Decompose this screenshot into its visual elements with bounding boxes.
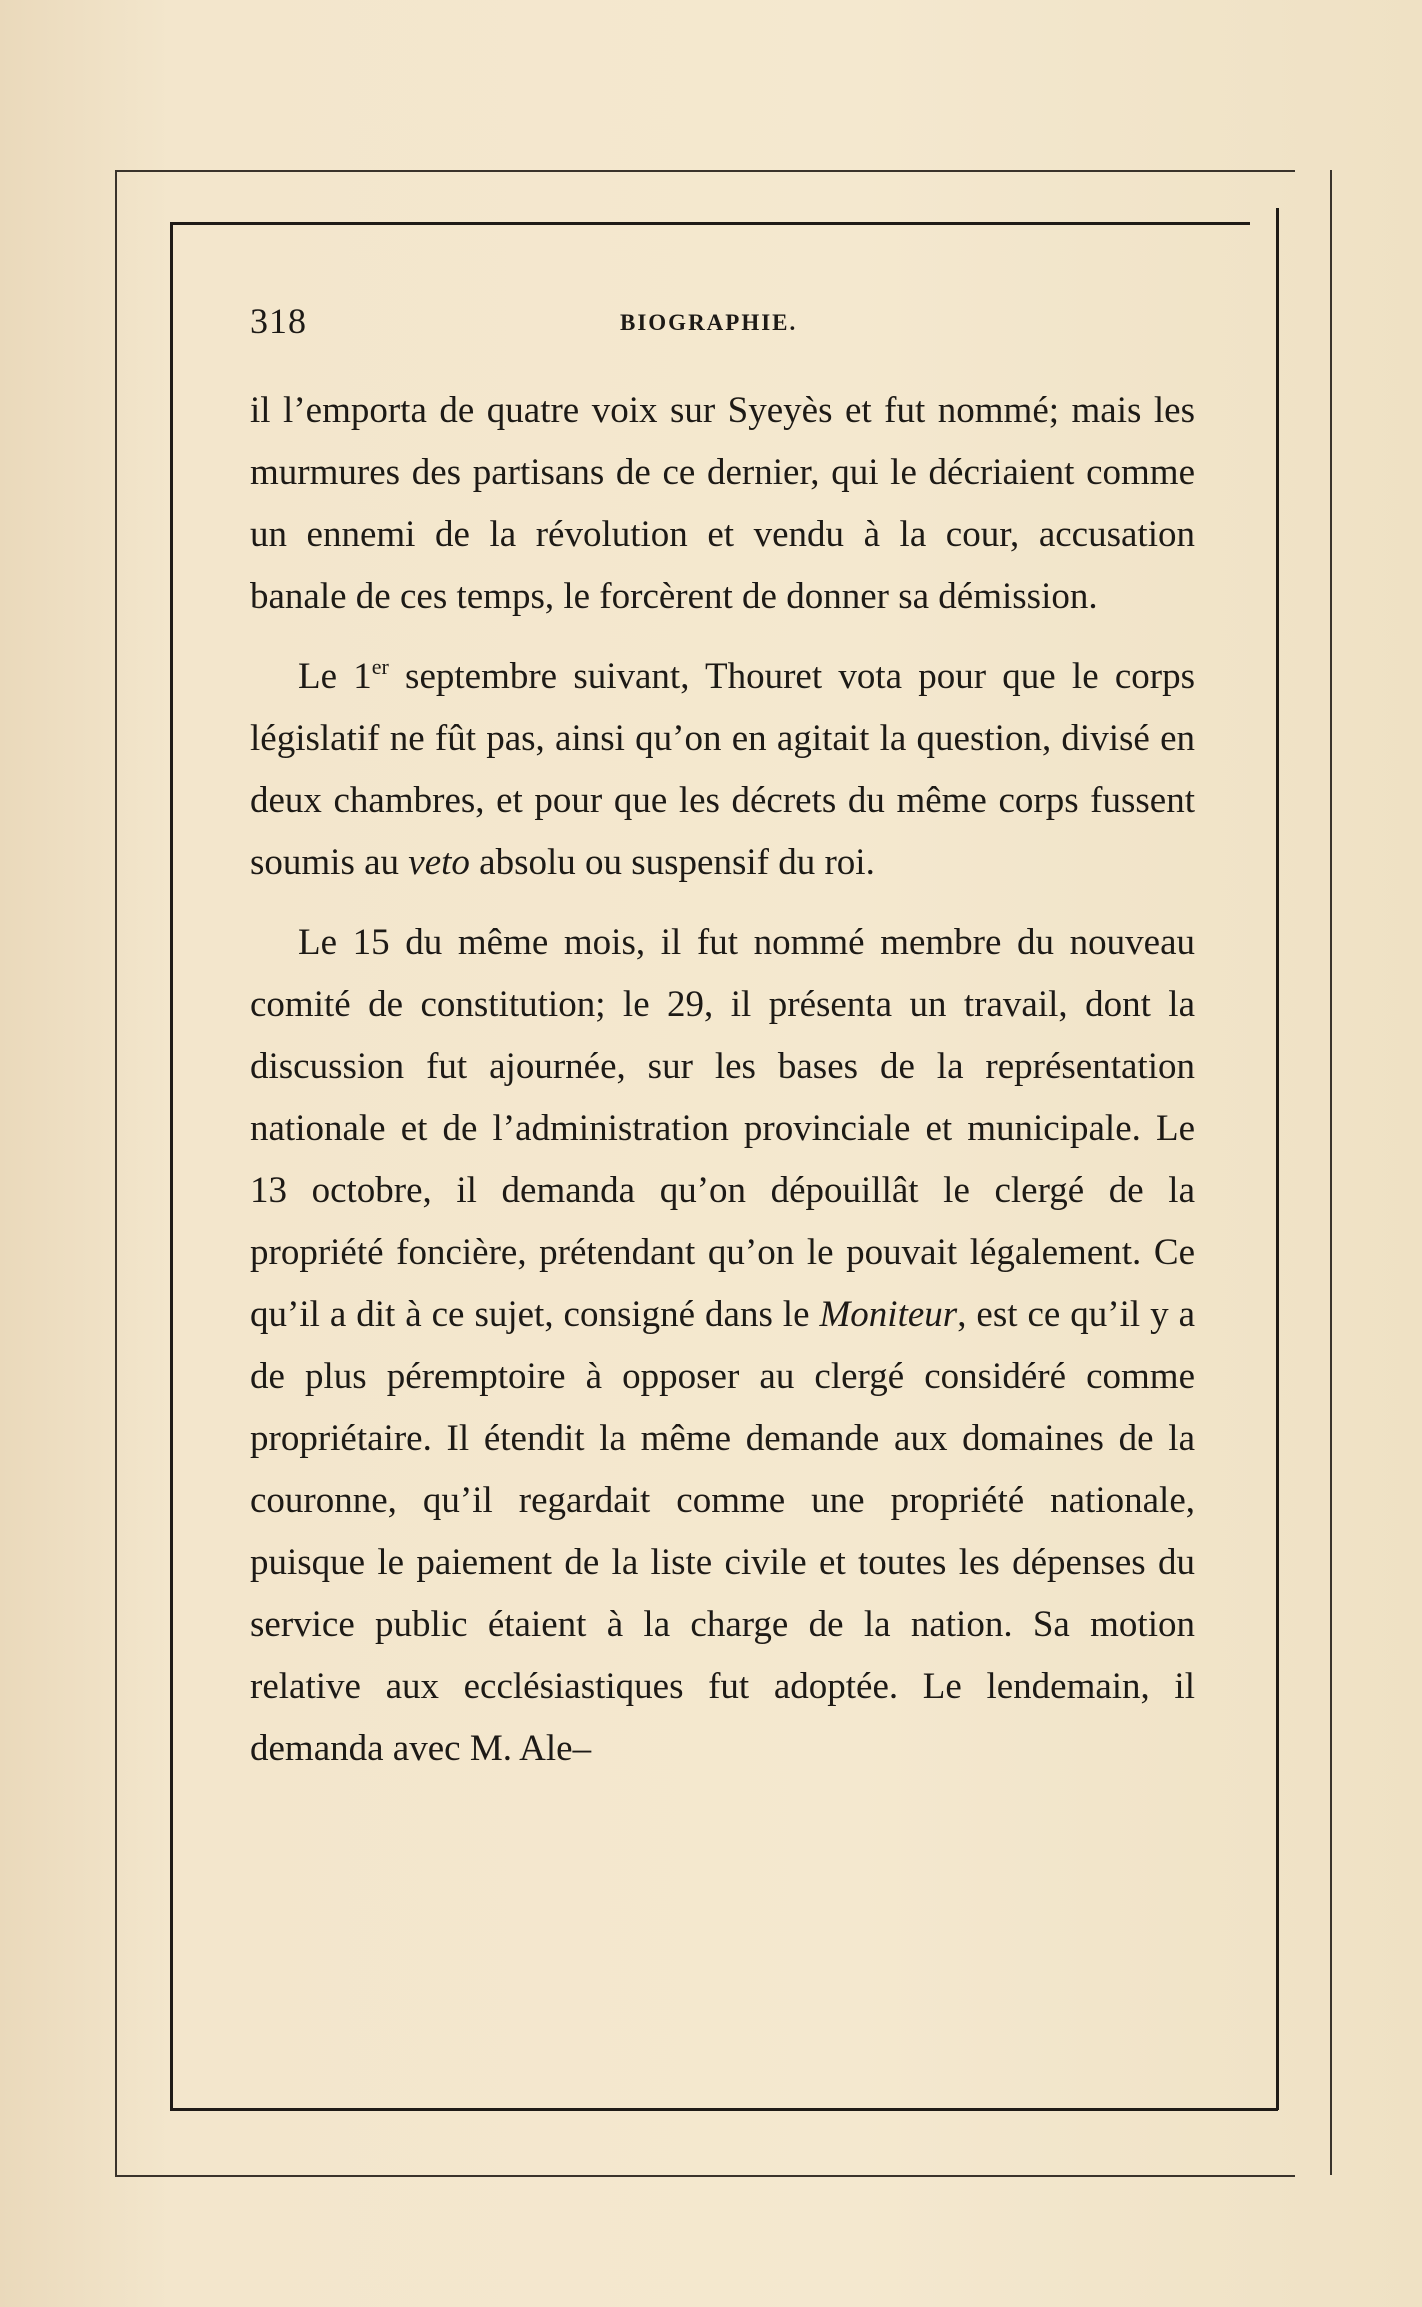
page-header (250, 300, 1210, 356)
paragraph-3 (250, 912, 1195, 1780)
paragraph-3-text-end: , est ce qu’il y a de plus péremptoire à opposer au clergé considéré comme propriétaire. Il étendit la même demande aux domaines de la couronne, qu’il regardait comme une propriété nationale, puisque le paiement de la liste civile et toutes les dépenses du service public étaient à la charge de la nation. Sa motion relative aux ecclésiastiques fut adoptée. Le lendemain, il demanda avec M. Ale– (250, 1294, 1196, 1769)
inner-frame-top-rule (170, 222, 1250, 225)
inner-frame-left-rule (170, 222, 173, 2110)
inner-frame-right-rule (1276, 208, 1279, 2110)
running-head: BIOGRAPHIE. (620, 310, 798, 335)
paragraph-2-text-middle: septembre suivant, Thouret vota pour que le corps législatif ne fût pas, ainsi qu’on en agitait la question, divisé en deux chambres, et pour que les décrets du même corps fussent soumis au (250, 656, 1195, 883)
paragraph-2 (250, 646, 1195, 894)
body-text (250, 380, 1195, 1798)
paragraph-2-text-start: Le 1 (298, 656, 372, 697)
outer-frame-left-rule (115, 170, 117, 2175)
page-number: 318 (250, 301, 307, 341)
paragraph-2-text-end: absolu ou suspensif du roi. (469, 842, 875, 883)
inner-frame-bottom-rule (170, 2108, 1278, 2111)
italic-moniteur: Moniteur (819, 1294, 958, 1335)
paragraph-1-text: il l’emporta de quatre voix sur Syeyès et fut nommé; mais les murmures des partisans de ce dernier, qui le décriaient comme un ennemi de la révolution et vendu à la cour, accusation banale de ces temps, le forcèrent de donner sa démission. (250, 390, 1195, 617)
outer-frame-right-rule (1330, 170, 1332, 2175)
outer-frame-top-rule (115, 170, 1295, 172)
italic-veto: veto (408, 842, 470, 883)
ordinal-superscript: er (371, 654, 389, 679)
paragraph-1 (250, 380, 1195, 628)
paragraph-3-text-start: Le 15 du même mois, il fut nommé membre du nouveau comité de constitution; le 29, il présenta un travail, dont la discussion fut ajournée, sur les bases de la représentation nationale et de l’administration provinciale et municipale. Le 13 octobre, il demanda qu’on dépouillât le clergé de la propriété foncière, prétendant qu’on le pouvait légalement. Ce qu’il a dit à ce sujet, consigné dans le (250, 922, 1195, 1335)
outer-frame-bottom-rule (115, 2175, 1295, 2177)
